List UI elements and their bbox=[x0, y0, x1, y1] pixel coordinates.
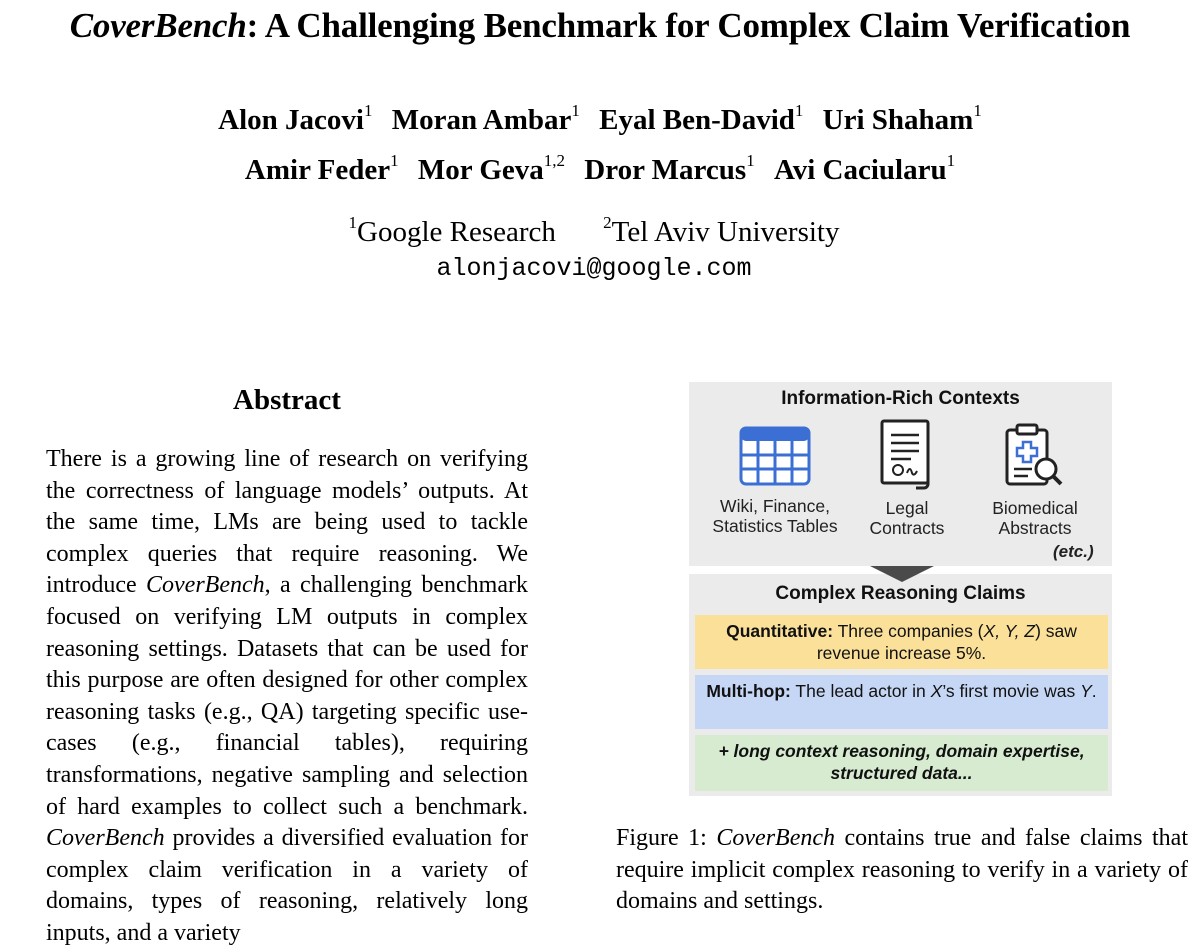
title-benchmark-name: CoverBench bbox=[69, 6, 247, 45]
affiliations bbox=[0, 213, 1188, 249]
claim-quantitative: Quantitative: Three companies (X, Y, Z) saw revenue increase 5%. bbox=[695, 615, 1108, 669]
author-list-row-2 bbox=[0, 151, 1200, 187]
contract-icon bbox=[879, 418, 951, 490]
abstract-heading: Abstract bbox=[233, 384, 341, 416]
author: Dror Marcus$^1$ bbox=[584, 151, 755, 186]
author: Amir Feder$^1$ bbox=[244, 151, 399, 186]
author: Moran Ambar$^1$ bbox=[391, 101, 580, 136]
table-icon bbox=[739, 426, 811, 486]
author-list-row-1 bbox=[0, 101, 1200, 137]
author: Alon Jacovi$^1$ bbox=[218, 101, 373, 136]
affiliation: $^1$Google Research bbox=[348, 213, 556, 248]
abstract-body: There is a growing line of research on verifying the correctness of language models’ outputs. At the same time, LMs are being used to tackle complex queries that require reasoning. We introduce CoverBench, a challenging benchmark focused on verifying LM outputs in complex reasoning settings. Datasets that can be used for this purpose are often designed for other complex reasoning tasks (e.g., QA) targeting specific use-cases (e.g., financial tables), requiring transformations, negative sampling and selection of hard examples to collect such a benchmark. CoverBench provides a diversified evaluation for complex claim verification in a variety of domains, types of reasoning, relatively long inputs, and a variety bbox=[46, 446, 528, 946]
title-rest: : A Challenging Benchmark for Complex Claim Verification bbox=[246, 6, 1131, 45]
claim-extra-reasoning: + long context reasoning, domain expertise, structured data... bbox=[695, 735, 1108, 791]
figure-caption: Figure 1: CoverBench contains true and false claims that require implicit complex reasoning to verify in a variety of domains and settings. bbox=[616, 825, 1189, 915]
author: Mor Geva$^{1,2}$ bbox=[417, 151, 566, 186]
icon-label-contracts: Legal Contracts bbox=[869, 498, 945, 538]
author: Eyal Ben-David$^1$ bbox=[599, 101, 804, 136]
paper-title bbox=[0, 6, 1200, 46]
medical-clipboard-icon bbox=[1002, 422, 1066, 488]
figure-1 bbox=[689, 382, 1112, 796]
claims-heading: Complex Reasoning Claims bbox=[775, 583, 1026, 604]
author-email[interactable]: alonjacovi@google.com bbox=[436, 254, 752, 283]
icon-label-tables: Wiki, Finance, Statistics Tables bbox=[712, 496, 838, 536]
etc-label: (etc.) bbox=[1053, 542, 1094, 561]
author: Avi Caciularu$^1$ bbox=[773, 151, 956, 186]
affiliation: $^2$Tel Aviv University bbox=[603, 213, 840, 248]
contexts-heading: Information-Rich Contexts bbox=[781, 388, 1020, 409]
down-arrow-icon bbox=[870, 566, 934, 582]
claim-multi-hop: Multi-hop: The lead actor in X’s first movie was Y. bbox=[695, 675, 1108, 729]
icon-label-biomedical: Biomedical Abstracts bbox=[992, 498, 1078, 538]
author: Uri Shaham$^1$ bbox=[822, 101, 982, 136]
